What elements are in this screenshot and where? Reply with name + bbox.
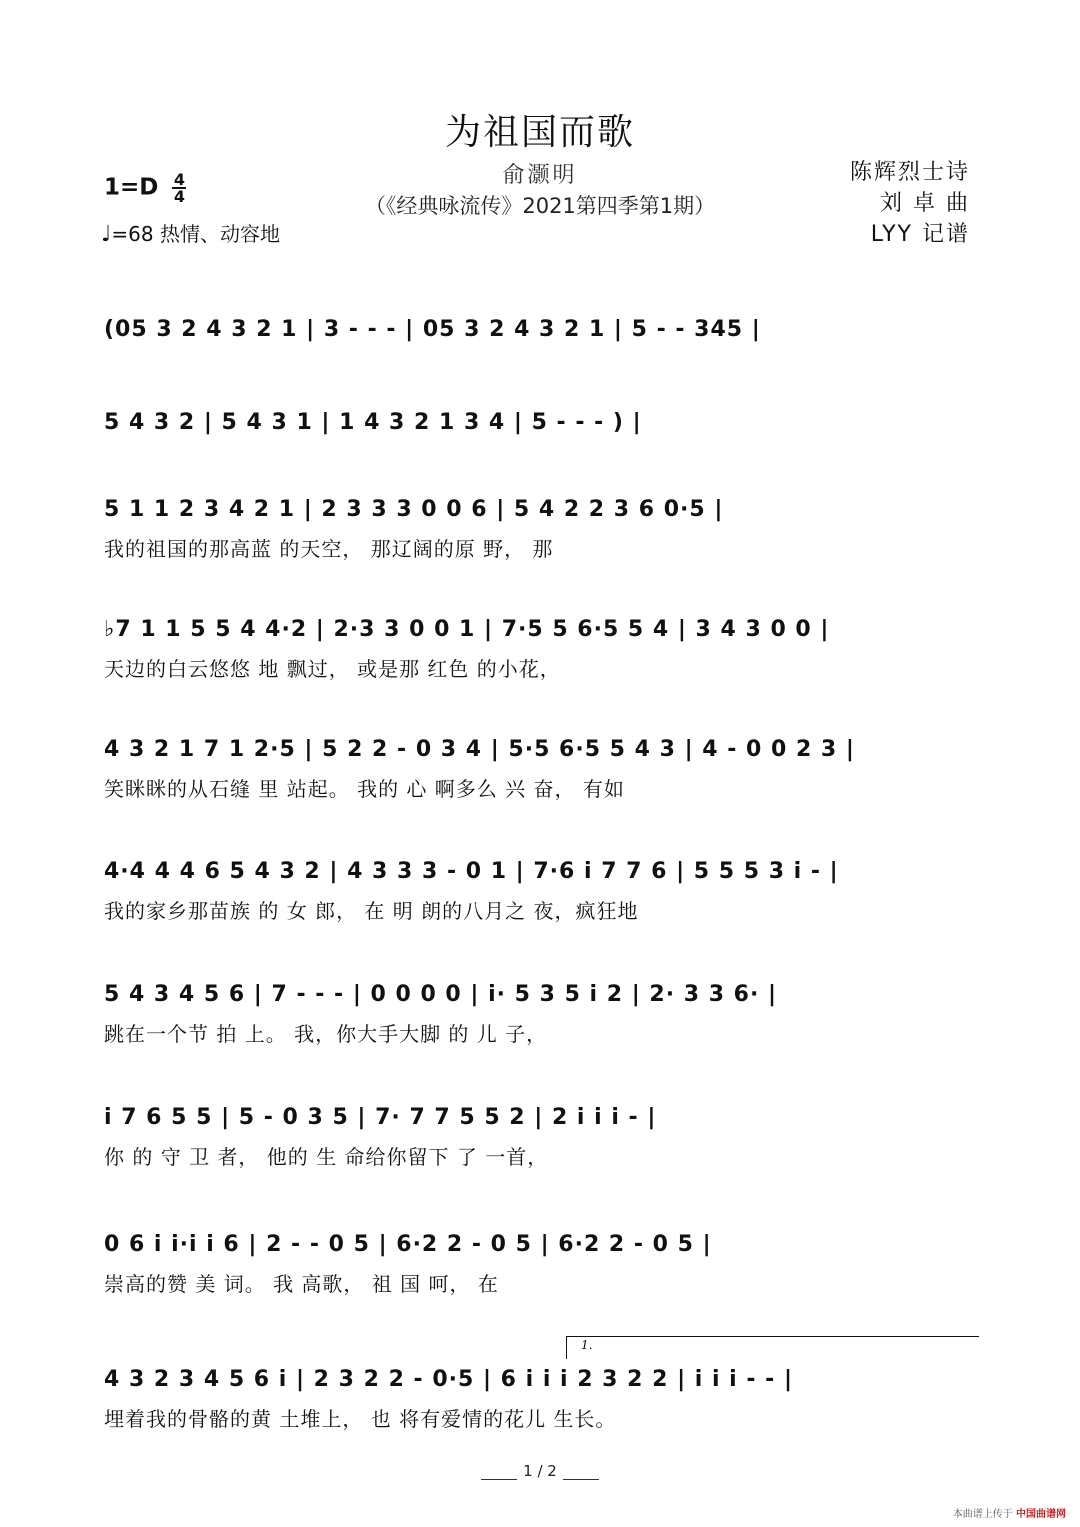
notes-line: 5 4 3 2 | 5 4 3 1 | 1 4 3 2 1 3 4 | 5 - - - ) | [104,410,642,435]
footer-rule-left [481,1479,517,1480]
lyrics-line: 笑眯眯的从石缝 里 站起。 我的 心 啊多么 兴 奋， 有如 [104,777,625,801]
site-watermark [953,1505,1066,1520]
key-signature [104,172,186,204]
transcriber-credit: LYY 记谱 [870,222,970,247]
poet-credit: 陈辉烈士诗 [849,160,970,185]
tempo-marking [101,218,280,247]
tempo-text: =68 热情、动容地 [111,222,280,246]
notes-line: (05 3 2 4 3 2 1 | 3 - - - | 05 3 2 4 3 2 1 | 5 - - 345 | [104,317,761,342]
notes-line: i 7 6 5 5 | 5 - 0 3 5 | 7· 7 7 5 5 2 | 2 i i i - | [104,1105,657,1130]
volta-bracket [566,1336,979,1359]
lyrics-line: 天边的白云悠悠 地 飘过， 或是那 红色 的小花， [104,657,561,681]
time-top: 4 [173,170,185,189]
notes-line: 5 4 3 4 5 6 | 7 - - - | 0 0 0 0 | i· 5 3 5 i 2 | 2· 3 3 6· | [104,982,778,1007]
notes-line: 4 3 2 1 7 1 2·5 | 5 2 2 - 0 3 4 | 5·5 6·5 5 4 3 | 4 - 0 0 2 3 | [104,737,855,762]
lyrics-line [104,354,980,384]
program-info: （《经典咏流传》2021第四季第1期） [364,194,716,218]
lyrics-line: 你 的 守 卫 者， 他的 生 命给你留下 了 一首， [104,1145,549,1169]
footer-rule-right [563,1479,599,1480]
watermark-site: 中国曲谱网 [1016,1509,1066,1520]
notes-line: 4 3 2 3 4 5 6 i | 2 3 2 2 - 0·5 | 6 i i i 2 3 2 2 | i i i - - | [104,1367,793,1392]
composer-credit: 刘 卓 曲 [880,191,970,216]
lyrics-line: 埋着我的骨骼的黄 土堆上， 也 将有爱情的花儿 生长。 [104,1407,617,1431]
time-bottom: 4 [173,187,185,206]
page-number [0,1462,1080,1480]
singer-name: 俞灏明 [502,163,578,188]
quarter-note-icon: ♩ [101,222,112,247]
score-title: 为祖国而歌 [444,112,635,153]
notes-line: 5 1 1 2 3 4 2 1 | 2 3 3 3 0 0 6 | 5 4 2 2 3 6 0·5 | [104,497,724,522]
notes-line: ♭7 1 1 5 5 4 4·2 | 2·3 3 0 0 1 | 7·5 5 6·5 5 4 | 3 4 3 0 0 | [104,617,830,642]
time-signature [172,172,186,204]
volta-label: 1. [581,1338,593,1352]
notes-line: 4·4 4 4 6 5 4 3 2 | 4 3 3 3 - 0 1 | 7·6 i 7 7 6 | 5 5 5 3 i - | [104,859,839,884]
key-label: 1=D [104,174,159,201]
lyrics-line [104,447,980,477]
page-number-text: 1 / 2 [523,1462,557,1480]
notes-line: 0 6 i i·i i 6 | 2 - - 0 5 | 6·2 2 - 0 5 | 6·2 2 - 0 5 | [104,1232,712,1257]
watermark-prefix: 本曲谱上传于 [952,1509,1013,1520]
lyrics-line: 我的家乡那苗族 的 女 郎， 在 明 朗的八月之 夜，疯狂地 [104,899,639,923]
lyrics-line: 跳在一个节 拍 上。 我，你大手大脚 的 儿 子， [104,1022,548,1046]
lyrics-line: 我的祖国的那高蓝 的天空， 那辽阔的原 野， 那 [104,537,554,561]
lyrics-line: 崇高的赞 美 词。 我 高歌， 祖 国 呵， 在 [104,1272,499,1296]
